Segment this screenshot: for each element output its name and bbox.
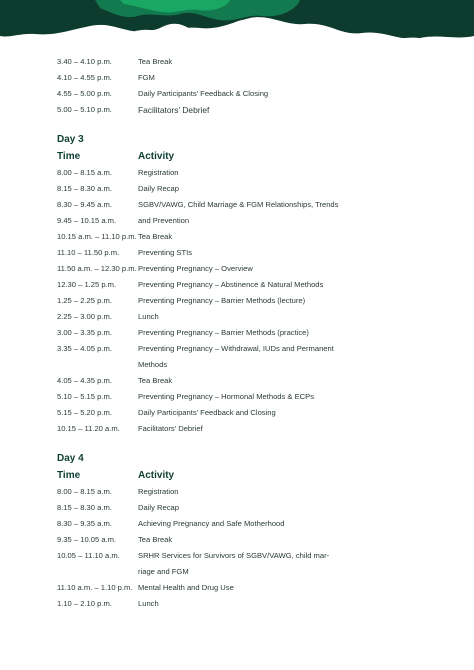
time-cell: 8.30 – 9.35 a.m. (57, 519, 112, 528)
activity-column-header: Activity (138, 151, 175, 162)
table-row (57, 580, 457, 596)
day-3-rows (57, 165, 457, 437)
time-column-header: Time (57, 470, 81, 481)
activity-cell: Methods (138, 360, 168, 369)
table-row (57, 181, 457, 197)
time-cell: 4.05 – 4.35 p.m. (57, 376, 112, 385)
time-cell: 11.10 a.m. – 1.10 p.m. (57, 583, 133, 592)
day-3-heading: Day 3 (57, 134, 84, 145)
activity-cell: Preventing Pregnancy – Barrier Methods (lecture) (138, 296, 306, 305)
table-row (57, 532, 457, 548)
table-row (57, 261, 457, 277)
table-row (57, 54, 457, 70)
table-row (57, 197, 457, 213)
schedule-continued-rows (57, 54, 457, 118)
time-cell: 12.30 – 1.25 p.m. (57, 280, 117, 289)
activity-cell: Lunch (138, 599, 159, 608)
table-row (57, 309, 457, 325)
activity-cell: Lunch (138, 312, 159, 321)
time-cell: 10.05 – 11.10 a.m. (57, 551, 120, 560)
activity-cell: Daily Participants’ Feedback & Closing (138, 89, 269, 98)
table-row (57, 277, 457, 293)
table-row (57, 70, 457, 86)
time-column-header: Time (57, 151, 81, 162)
table-row (57, 500, 457, 516)
activity-cell: Tea Break (138, 232, 173, 241)
table-row (57, 325, 457, 341)
activity-cell: Facilitators’ Debrief (138, 424, 203, 433)
decorative-banner (0, 0, 474, 52)
day-4-heading: Day 4 (57, 453, 84, 464)
table-row (57, 373, 457, 389)
time-cell: 11.10 – 11.50 p.m. (57, 248, 120, 257)
table-row (57, 596, 457, 612)
time-cell: 9.35 – 10.05 a.m. (57, 535, 117, 544)
activity-cell: Preventing STIs (138, 248, 193, 257)
time-cell: 8.15 – 8.30 a.m. (57, 184, 112, 193)
table-row (57, 564, 457, 580)
table-row (57, 293, 457, 309)
time-cell: 5.10 – 5.15 p.m. (57, 392, 112, 401)
activity-cell: Daily Recap (138, 184, 179, 193)
activity-cell: Facilitators’ Debrief (138, 105, 210, 115)
time-cell: 3.40 – 4.10 p.m. (57, 57, 112, 66)
table-row (57, 213, 457, 229)
table-row (57, 341, 457, 357)
activity-cell: Tea Break (138, 535, 173, 544)
time-cell: 10.15 – 11.20 a.m. (57, 424, 120, 433)
activity-cell: riage and FGM (138, 567, 189, 576)
activity-cell: Preventing Pregnancy – Withdrawal, IUDs and Permanent (138, 344, 334, 353)
activity-cell: SRHR Services for Survivors of SGBV/VAWG, child mar- (138, 551, 330, 560)
table-row (57, 405, 457, 421)
activity-cell: Daily Participants’ Feedback and Closing (138, 408, 276, 417)
activity-cell: Daily Recap (138, 503, 179, 512)
table-row (57, 357, 457, 373)
activity-cell: and Prevention (138, 216, 190, 225)
table-row (57, 548, 457, 564)
activity-cell: Registration (138, 168, 179, 177)
activity-cell: Preventing Pregnancy – Hormonal Methods & ECPs (138, 392, 315, 401)
activity-cell: Preventing Pregnancy – Abstinence & Natural Methods (138, 280, 324, 289)
schedule (57, 54, 457, 612)
activity-cell: SGBV/VAWG, Child Marriage & FGM Relationships, Trends (138, 200, 339, 209)
day-4-column-headers (57, 468, 457, 484)
table-row (57, 421, 457, 437)
table-row (57, 165, 457, 181)
activity-column-header: Activity (138, 470, 175, 481)
time-cell: 8.30 – 9.45 a.m. (57, 200, 112, 209)
time-cell: 1.10 – 2.10 p.m. (57, 599, 112, 608)
time-cell: 10.15 a.m. – 11.10 p.m. (57, 232, 137, 241)
time-cell: 4.10 – 4.55 p.m. (57, 73, 112, 82)
time-cell: 9.45 – 10.15 a.m. (57, 216, 117, 225)
table-row (57, 484, 457, 500)
activity-cell: Preventing Pregnancy – Barrier Methods (practice) (138, 328, 309, 337)
time-cell: 4.55 – 5.00 p.m. (57, 89, 112, 98)
day-4-rows (57, 484, 457, 612)
table-row (57, 102, 457, 118)
day-3-column-headers (57, 149, 457, 165)
table-row (57, 86, 457, 102)
time-cell: 2.25 – 3.00 p.m. (57, 312, 112, 321)
time-cell: 11.50 a.m. – 12.30 p.m. (57, 264, 137, 273)
activity-cell: Achieving Pregnancy and Safe Motherhood (138, 519, 285, 528)
activity-cell: Tea Break (138, 376, 173, 385)
time-cell: 8.00 – 8.15 a.m. (57, 487, 112, 496)
activity-cell: Mental Health and Drug Use (138, 583, 234, 592)
time-cell: 3.00 – 3.35 p.m. (57, 328, 112, 337)
activity-cell: Tea Break (138, 57, 173, 66)
time-cell: 3.35 – 4.05 p.m. (57, 344, 112, 353)
time-cell: 1.25 – 2.25 p.m. (57, 296, 112, 305)
table-row (57, 229, 457, 245)
time-cell: 5.00 – 5.10 p.m. (57, 105, 112, 114)
time-cell: 5.15 – 5.20 p.m. (57, 408, 112, 417)
activity-cell: Registration (138, 487, 179, 496)
table-row (57, 516, 457, 532)
time-cell: 8.15 – 8.30 a.m. (57, 503, 112, 512)
activity-cell: Preventing Pregnancy – Overview (138, 264, 253, 273)
activity-cell: FGM (138, 73, 155, 82)
time-cell: 8.00 – 8.15 a.m. (57, 168, 112, 177)
table-row (57, 389, 457, 405)
table-row (57, 245, 457, 261)
